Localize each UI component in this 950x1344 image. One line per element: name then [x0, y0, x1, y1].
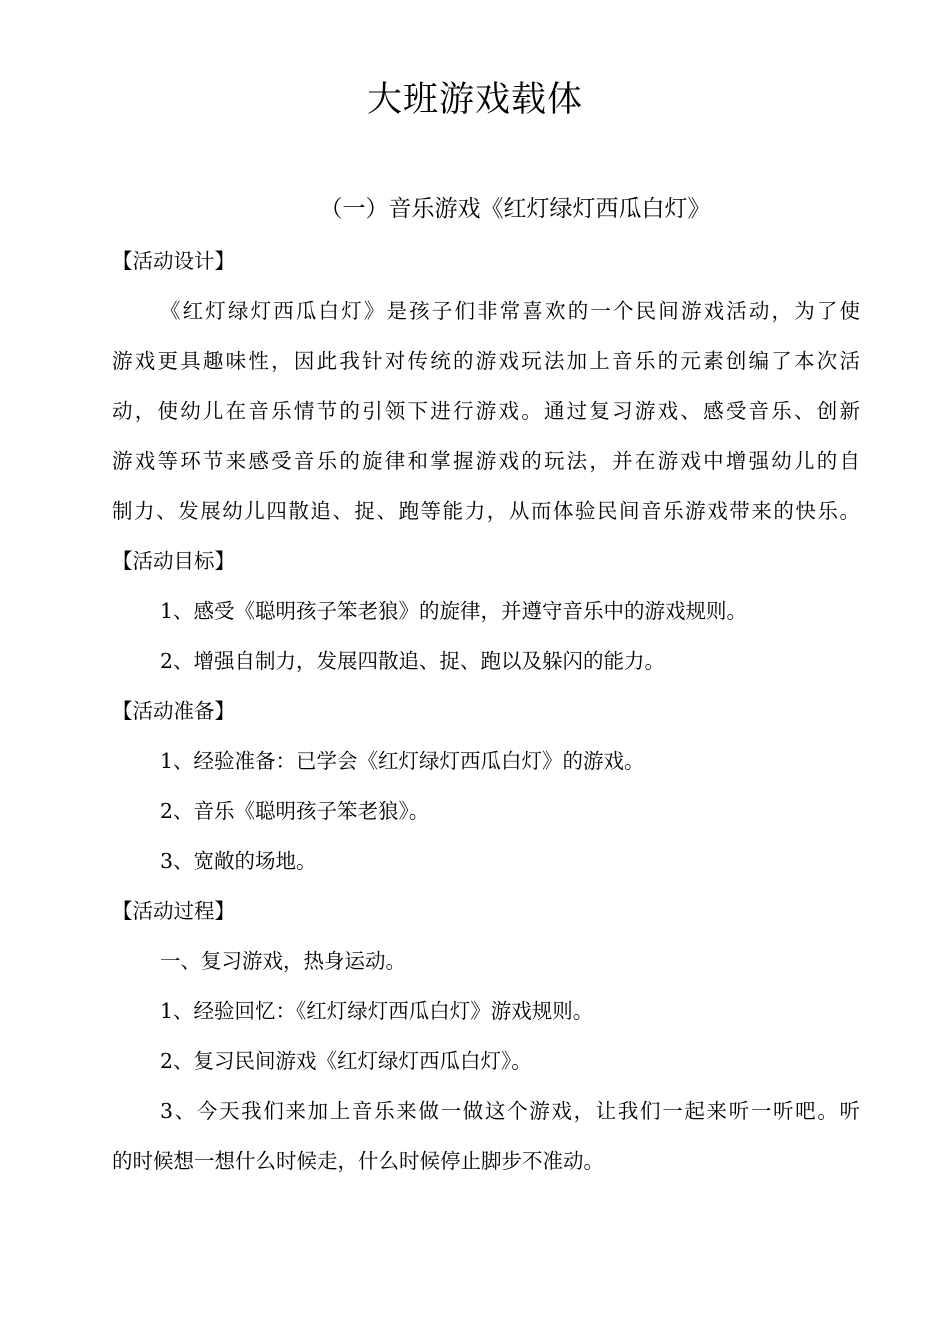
- page-title: 大班游戏载体: [366, 80, 583, 120]
- design-heading: 【活动设计】: [112, 249, 235, 273]
- section-subtitle: （一）音乐游戏《红灯绿灯西瓜白灯》: [319, 196, 711, 222]
- design-paragraph-line: 游戏等环节来感受音乐的旋律和掌握游戏的玩法，并在游戏中增强幼儿的自: [112, 449, 860, 473]
- process-item: 一、复习游戏，热身运动。: [160, 949, 406, 973]
- design-paragraph-line: 制力、发展幼儿四散追、捉、跑等能力，从而体验民间音乐游戏带来的快乐。: [112, 499, 860, 523]
- prep-item: 3、宽敞的场地。: [160, 849, 317, 873]
- process-heading: 【活动过程】: [112, 899, 235, 923]
- prep-heading: 【活动准备】: [112, 699, 235, 723]
- goal-heading: 【活动目标】: [112, 549, 235, 573]
- prep-item: 2、音乐《聪明孩子笨老狼》。: [160, 799, 430, 823]
- goal-item: 2、增强自制力，发展四散追、捉、跑以及躲闪的能力。: [160, 649, 666, 673]
- design-paragraph-line: 动，使幼儿在音乐情节的引领下进行游戏。通过复习游戏、感受音乐、创新: [112, 399, 860, 423]
- design-paragraph-line: 游戏更具趣味性，因此我针对传统的游戏玩法加上音乐的元素创编了本次活: [112, 349, 860, 373]
- prep-item: 1、经验准备：已学会《红灯绿灯西瓜白灯》的游戏。: [160, 749, 645, 773]
- process-item: 2、复习民间游戏《红灯绿灯西瓜白灯》。: [160, 1049, 532, 1073]
- design-paragraph-line: 《红灯绿灯西瓜白灯》是孩子们非常喜欢的一个民间游戏活动，为了使: [160, 299, 860, 323]
- process-item: 3、今天我们来加上音乐来做一做这个游戏，让我们一起来听一听吧。听: [160, 1099, 860, 1123]
- goal-item: 1、感受《聪明孩子笨老狼》的旋律，并遵守音乐中的游戏规则。: [160, 599, 748, 623]
- process-item-continuation: 的时候想一想什么时候走，什么时候停止脚步不准动。: [112, 1149, 604, 1173]
- process-item: 1、经验回忆：《红灯绿灯西瓜白灯》游戏规则。: [160, 999, 594, 1023]
